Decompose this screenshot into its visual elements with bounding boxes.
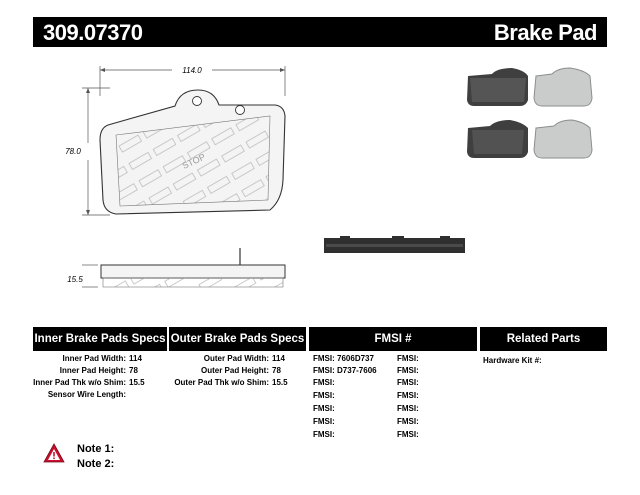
spec-label: Sensor Wire Length:: [47, 390, 126, 399]
fmsi-row: [397, 353, 419, 365]
spec-label: Inner Pad Width:: [62, 354, 126, 363]
fmsi-row: [313, 377, 335, 389]
hardware-kit-row: [483, 355, 542, 367]
fmsi-label: FMSI:: [313, 430, 335, 439]
fmsi-row: [397, 416, 419, 428]
fmsi-value: 7606D737: [337, 354, 374, 363]
spec-value: 78: [129, 366, 138, 375]
spec-label: Outer Pad Thk w/o Shim:: [174, 378, 269, 387]
product-photo: [462, 66, 602, 166]
fmsi-row: [397, 365, 419, 377]
outer-specs-header: Outer Brake Pads Specs: [169, 327, 306, 351]
pad-photo-top-left: [467, 68, 528, 106]
note-1: [77, 443, 114, 455]
spec-value: 78: [272, 366, 281, 375]
outer-height-row: [169, 365, 281, 377]
inner-thickness-row: [33, 377, 145, 389]
spec-value: 114: [272, 354, 285, 363]
fmsi-row: [313, 365, 377, 377]
fmsi-label: FMSI:: [313, 354, 335, 363]
spec-label: Inner Pad Height:: [59, 366, 126, 375]
hardware-kit-label: Hardware Kit #:: [483, 356, 542, 365]
width-label: 114.0: [182, 66, 202, 75]
backing-plate-side: [324, 236, 465, 253]
note-label: Note 2:: [77, 458, 115, 470]
fmsi-row: [397, 377, 419, 389]
fmsi-header: FMSI #: [309, 327, 477, 351]
related-parts-header: Related Parts: [480, 327, 607, 351]
outer-width-row: [169, 353, 285, 365]
fmsi-label: FMSI:: [397, 430, 419, 439]
pad-photo-bottom-right: [534, 120, 592, 158]
pad-side-view: [67, 248, 285, 287]
fmsi-label: FMSI:: [313, 391, 335, 400]
fmsi-label: FMSI:: [397, 378, 419, 387]
spec-label: Outer Pad Width:: [203, 354, 269, 363]
fmsi-label: FMSI:: [313, 417, 335, 426]
fmsi-row: [397, 403, 419, 415]
pad-photo-top-right: [534, 68, 592, 106]
fmsi-label: FMSI:: [313, 404, 335, 413]
fmsi-label: FMSI:: [397, 354, 419, 363]
fmsi-row: [397, 390, 419, 402]
inner-width-row: [33, 353, 142, 365]
brand-watermark: STOP: [180, 151, 207, 171]
fmsi-value: D737-7606: [337, 366, 377, 375]
fmsi-label: FMSI:: [397, 404, 419, 413]
fmsi-label: FMSI:: [397, 391, 419, 400]
fmsi-row: [397, 429, 419, 441]
height-label: 78.0: [65, 147, 81, 156]
document-title: Brake Pad: [493, 20, 597, 45]
inner-specs-header: Inner Brake Pads Specs: [33, 327, 167, 351]
pad-front-view: [100, 90, 285, 214]
fmsi-label: FMSI:: [313, 378, 335, 387]
part-number: 309.07370: [43, 20, 143, 45]
thickness-label: 15.5: [67, 275, 83, 284]
warning-icon: [43, 443, 65, 463]
fmsi-row: [313, 403, 335, 415]
pad-photo-bottom-left: [467, 120, 528, 158]
fmsi-row: [313, 429, 335, 441]
fmsi-label: FMSI:: [397, 366, 419, 375]
spec-label: Inner Pad Thk w/o Shim:: [33, 378, 126, 387]
inner-height-row: [33, 365, 138, 377]
fmsi-label: FMSI:: [313, 366, 335, 375]
outer-thickness-row: [169, 377, 288, 389]
fmsi-row: [313, 353, 374, 365]
spec-value: 114: [129, 354, 142, 363]
note-2: [77, 458, 114, 470]
fmsi-label: FMSI:: [397, 417, 419, 426]
spec-value: 15.5: [272, 378, 288, 387]
note-label: Note 1:: [77, 443, 115, 455]
spec-label: Outer Pad Height:: [200, 366, 269, 375]
fmsi-row: [313, 390, 335, 402]
fmsi-row: [313, 416, 335, 428]
spec-value: 15.5: [129, 378, 145, 387]
sensor-wire-row: [33, 389, 129, 401]
